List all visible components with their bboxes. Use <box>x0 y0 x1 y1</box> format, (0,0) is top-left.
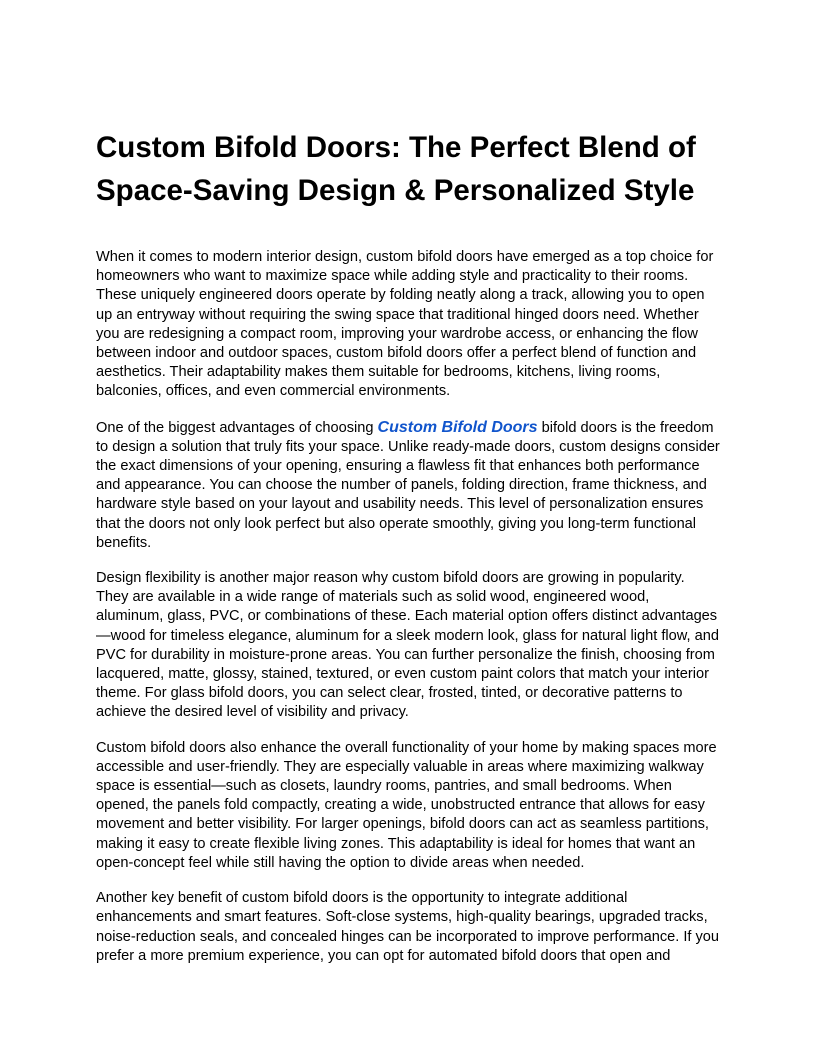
document-title: Custom Bifold Doors: The Perfect Blend of Space-Saving Design & Personalized Style <box>96 131 696 207</box>
paragraph-design-flexibility: Design flexibility is another major reason why custom bifold doors are growing in popularity. They are available in a wide range of materials such as solid wood, engineered wood, aluminum, glass, PVC, or combinations of these. Each material option offers distinct advantages—wood for timeless elegance, aluminum for a sleek modern look, glass for natural light flow, and PVC for durability in moisture-prone areas. You can further personalize the finish, choosing from lacquered, matte, glossy, stained, textured, or even custom paint colors that match your interior theme. For glass bifold doors, you can select clear, frosted, tinted, or decorative patterns to achieve the desired level of visibility and privacy. <box>96 570 719 721</box>
paragraph-advantages-rest: bifold doors is the freedom to design a solution that truly fits your space. Unlike ready-made doors, custom designs consider the exact dimensions of your opening, ensuring a flawless fit that enhances both performance and appearance. You can choose the number of panels, folding direction, frame thickness, and hardware style based on your layout and usability needs. This level of personalization ensures that the doors not only look perfect but also operate smoothly, giving you long-term functional benefits. <box>96 419 720 551</box>
paragraph-advantages-lead: One of the biggest advantages of choosing <box>96 419 378 436</box>
paragraph-smart-features: Another key benefit of custom bifold doors is the opportunity to integrate additional enhancements and smart features. Soft-close systems, high-quality bearings, upgraded tracks, noise-reduction seals, and concealed hinges can be incorporated to improve performance. If you prefer a more premium experience, you can opt for automated bifold doors that open and <box>96 890 720 964</box>
paragraph-advantages <box>96 418 720 553</box>
document-page <box>96 126 720 966</box>
paragraph-functionality: Custom bifold doors also enhance the overall functionality of your home by making spaces more accessible and user-friendly. They are especially valuable in areas where maximizing walkway space is essential—such as closets, laundry rooms, pantries, and small bedrooms. When opened, the panels fold compactly, creating a wide, unobstructed entrance that allows for easy movement and better visibility. For larger openings, bifold doors can act as seamless partitions, making it easy to create flexible living zones. This adaptability is ideal for homes that want an open-concept feel while still having the option to divide areas when needed. <box>96 739 717 871</box>
paragraph-intro: When it comes to modern interior design, custom bifold doors have emerged as a top choice for homeowners who want to maximize space while adding style and practicality to their rooms. These uniquely engineered doors operate by folding neatly along a track, allowing you to open up an entryway without requiring the swing space that traditional hinged doors need. Whether you are redesigning a compact room, improving your wardrobe access, or enhancing the flow between indoor and outdoor spaces, custom bifold doors offer a perfect blend of function and aesthetics. Their adaptability makes them suitable for bedrooms, kitchens, living rooms, balconies, offices, and even commercial environments. <box>96 249 714 400</box>
custom-bifold-doors-link[interactable]: Custom Bifold Doors <box>377 418 538 436</box>
